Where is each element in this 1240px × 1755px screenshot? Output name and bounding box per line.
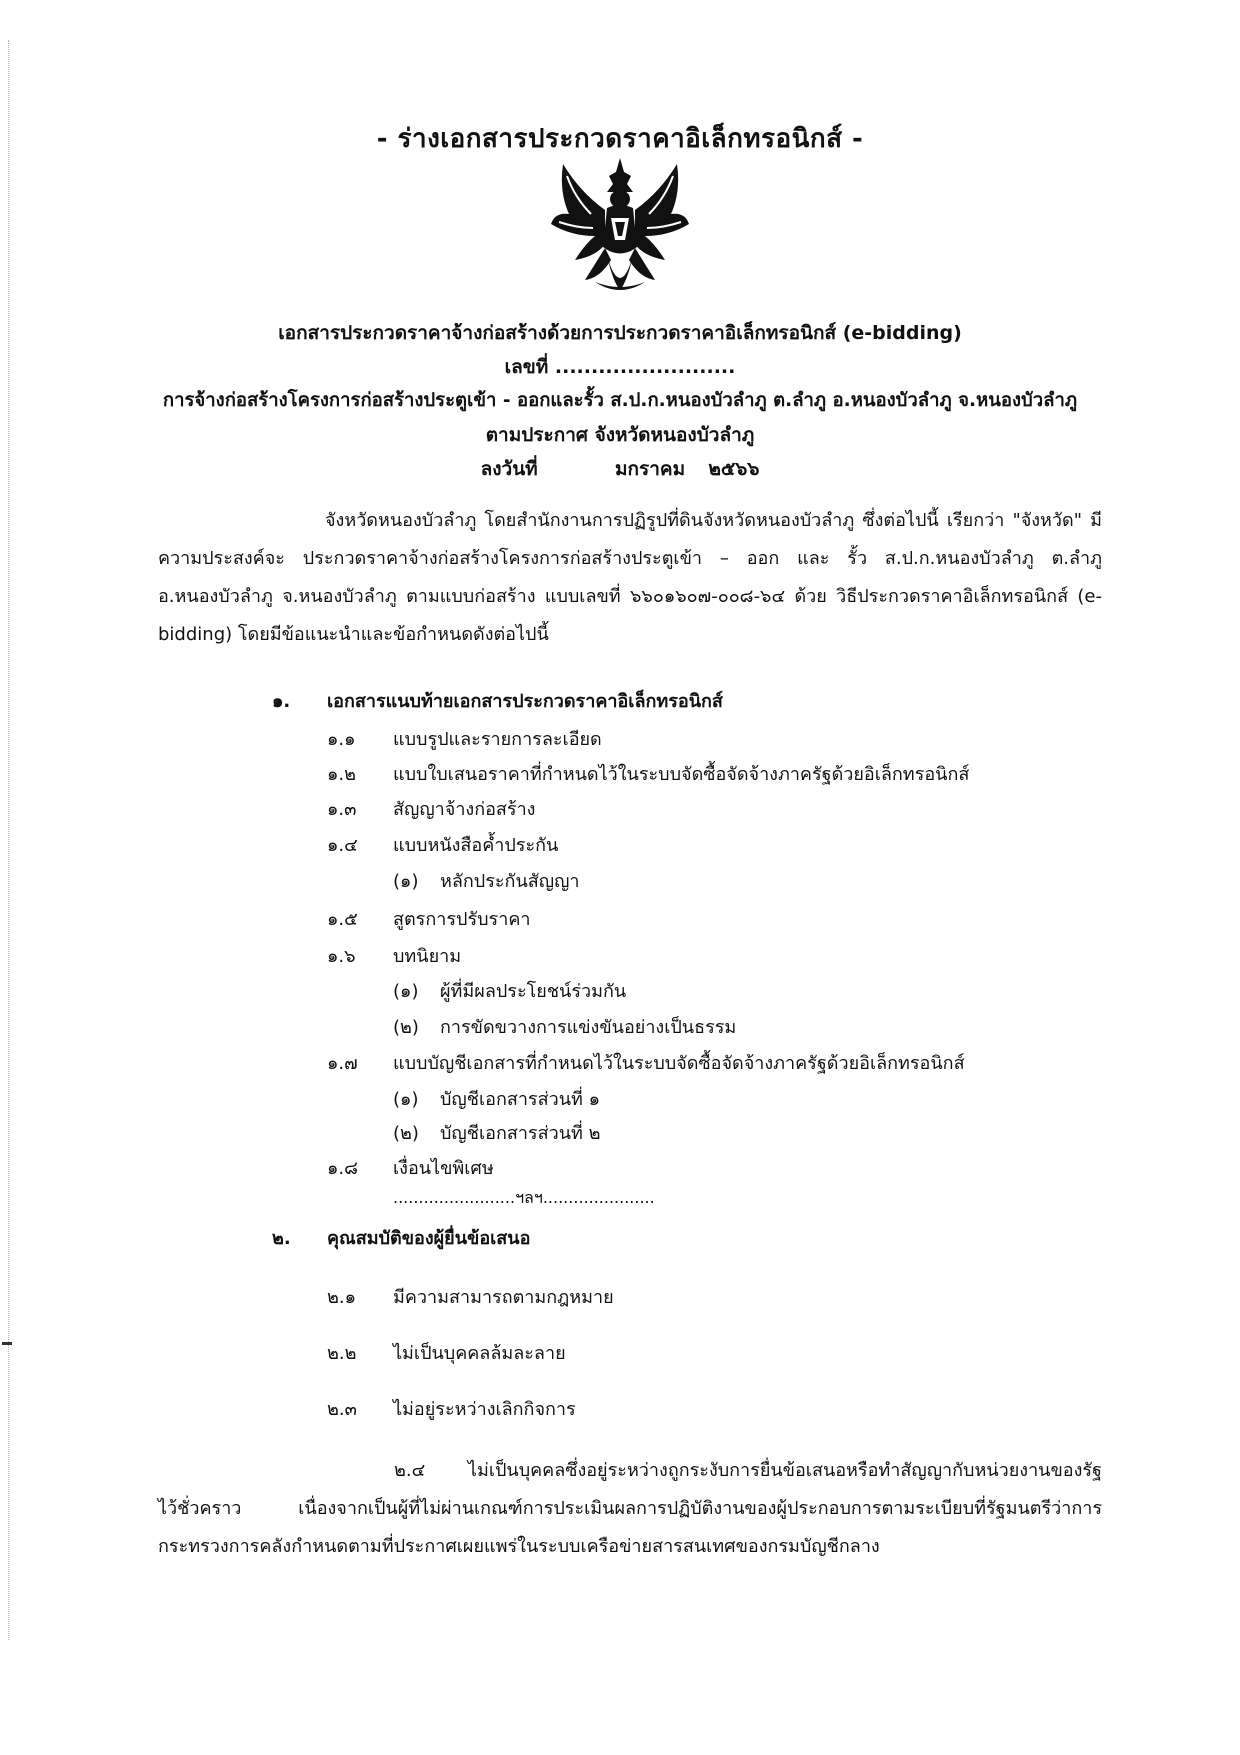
item-1-6-2-text: การขัดขวางการแข่งขันอย่างเป็นธรรม: [440, 1017, 737, 1038]
item-1-4-1-number: (๑): [393, 871, 419, 892]
item-1-6-text: บทนิยาม: [393, 946, 462, 967]
item-1-3-text: สัญญาจ้างก่อสร้าง: [393, 799, 536, 820]
item-1-7-2-number: (๒): [393, 1123, 419, 1144]
item-1-8-number: ๑.๘: [327, 1158, 359, 1179]
item-1-4-text: แบบหนังสือค้ำประกัน: [393, 835, 559, 856]
intro-paragraph: จังหวัดหนองบัวลำภู โดยสำนักงานการปฏิรูปที่ดินจังหวัดหนองบัวลำภู ซึ่งต่อไปนี้ เรียกว่า "จังหวัด" มีความประสงค์จะ ประกวดราคาจ้างก่อสร้างโครงการก่อสร้างประตูเข้า – ออก และ รั้ว ส.ป.ก.หนองบัวลำภู ต.ลำภู อ.หนองบัวลำภู จ.หนองบัวลำภู ตามแบบก่อสร้าง แบบเลขที่ ๖๖๐๑๖๐๗-๐๐๘-๖๔ ด้วย วิธีประกวดราคาอิเล็กทรอนิกส์ (e-bidding) โดยมีข้อแนะนำและข้อกำหนดดังต่อไปนี้: [158, 510, 1102, 645]
section-2-number: ๒.: [272, 1228, 291, 1249]
date-label: ลงวันที่: [480, 458, 538, 480]
item-2-1-number: ๒.๑: [327, 1287, 357, 1308]
item-2-4-text: ไม่เป็นบุคคลซึ่งอยู่ระหว่างถูกระงับการยื่นข้อเสนอหรือทำสัญญากับหน่วยงานของรัฐไว้ชั่วคราว เนื่องจากเป็นผู้ที่ไม่ผ่านเกณฑ์การประเมินผลการปฏิบัติงานของผู้ประกอบการตามระเบียบที่รัฐมนตรีว่าการกระทรวงการคลังกำหนดตามที่ประกาศเผยแพร่ในระบบเครือข่ายสารสนเทศของกรมบัญชีกลาง: [158, 1460, 1102, 1557]
draft-title: - ร่างเอกสารประกวดราคาอิเล็กทรอนิกส์ -: [376, 124, 864, 154]
date-month: มกราคม: [614, 458, 686, 480]
item-1-6-1-text: ผู้ที่มีผลประโยชน์ร่วมกัน: [440, 981, 627, 1002]
date-year: ๒๕๖๖: [708, 458, 760, 480]
item-2-1-text: มีความสามารถตามกฎหมาย: [393, 1287, 614, 1308]
item-1-5-number: ๑.๕: [327, 909, 358, 930]
item-1-8-text: เงื่อนไขพิเศษ: [393, 1158, 494, 1179]
item-1-1-number: ๑.๑: [327, 729, 356, 750]
document-title: เอกสารประกวดราคาจ้างก่อสร้างด้วยการประกวดราคาอิเล็กทรอนิกส์ (e-bidding): [278, 322, 962, 344]
item-1-7-1-text: บัญชีเอกสารส่วนที่ ๑: [440, 1089, 601, 1110]
item-1-6-number: ๑.๖: [327, 946, 356, 967]
item-1-6-1-number: (๑): [393, 981, 419, 1002]
item-1-6-2-number: (๒): [393, 1017, 419, 1038]
item-2-4-paragraph: [158, 1452, 1102, 1566]
garuda-emblem-icon: [545, 152, 695, 302]
date-line: [0, 454, 1240, 484]
item-1-7-text: แบบบัญชีเอกสารที่กำหนดไว้ในระบบจัดซื้อจัดจ้างภาครัฐด้วยอิเล็กทรอนิกส์: [393, 1053, 965, 1074]
item-2-2-number: ๒.๒: [327, 1343, 357, 1364]
item-2-3-text: ไม่อยู่ระหว่างเลิกกิจการ: [393, 1399, 576, 1420]
item-1-4-1-text: หลักประกันสัญญา: [440, 871, 580, 892]
item-1-3-number: ๑.๓: [327, 799, 357, 820]
item-2-2-text: ไม่เป็นบุคคลล้มละลาย: [393, 1343, 566, 1364]
item-2-4-number: ๒.๔: [394, 1460, 426, 1481]
item-1-7-1-number: (๑): [393, 1089, 419, 1110]
document-number: เลขที่ .........................: [504, 356, 736, 378]
etc-line: ........................ฯลฯ......................: [393, 1188, 655, 1207]
item-1-4-number: ๑.๔: [327, 835, 358, 856]
item-1-5-text: สูตรการปรับราคา: [393, 909, 531, 930]
announcement-line: ตามประกาศ จังหวัดหนองบัวลำภู: [485, 424, 755, 446]
section-1-title: เอกสารแนบท้ายเอกสารประกวดราคาอิเล็กทรอนิกส์: [327, 691, 723, 712]
item-1-1-text: แบบรูปและรายการละเอียด: [393, 729, 602, 750]
section-1-number: ๑.: [272, 691, 291, 712]
item-1-7-number: ๑.๗: [327, 1053, 358, 1074]
item-1-2-text: แบบใบเสนอราคาที่กำหนดไว้ในระบบจัดซื้อจัดจ้างภาครัฐด้วยอิเล็กทรอนิกส์: [393, 764, 970, 785]
project-title: การจ้างก่อสร้างโครงการก่อสร้างประตูเข้า - ออกและรั้ว ส.ป.ก.หนองบัวลำภู ต.ลำภู อ.หนองบัวลำภู จ.หนองบัวลำภู: [162, 390, 1078, 411]
section-2-title: คุณสมบัติของผู้ยื่นข้อเสนอ: [327, 1228, 531, 1249]
item-1-7-2-text: บัญชีเอกสารส่วนที่ ๒: [440, 1123, 601, 1144]
item-2-3-number: ๒.๓: [327, 1399, 357, 1420]
item-1-2-number: ๑.๒: [327, 764, 357, 785]
